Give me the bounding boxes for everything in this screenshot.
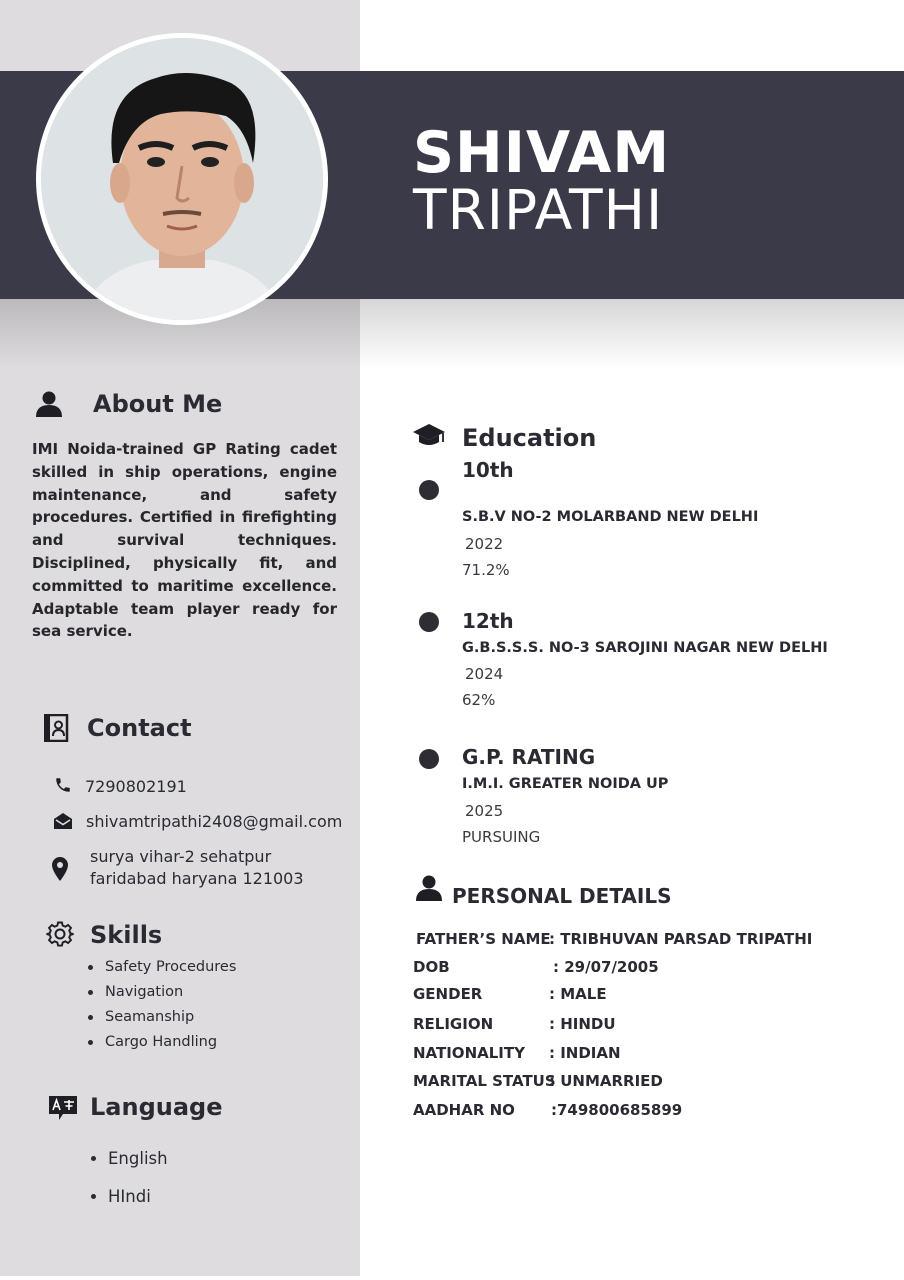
edu-school: S.B.V NO-2 MOLARBAND NEW DELHI — [462, 509, 759, 525]
pd-label-aadhar: AADHAR NO — [413, 1101, 515, 1119]
pd-value-aadhar: :749800685899 — [551, 1101, 683, 1119]
pd-value-dob: : 29/07/2005 — [553, 958, 659, 976]
edu-level: 10th — [462, 458, 514, 482]
envelope-icon — [53, 812, 73, 830]
edu-school: I.M.I. GREATER NOIDA UP — [462, 776, 669, 792]
user-icon — [35, 391, 63, 417]
edu-year: 2022 — [465, 535, 504, 553]
skill-item: Navigation — [85, 980, 236, 1005]
pd-label-gender: GENDER — [413, 985, 483, 1003]
edu-school: G.B.S.S.S. NO-3 SAROJINI NAGAR NEW DELHI — [462, 640, 828, 656]
timeline-dot — [419, 480, 439, 500]
edu-level: 12th — [462, 609, 514, 633]
skills-title: Skills — [90, 921, 163, 949]
pd-label-dob: DOB — [413, 958, 450, 976]
user-icon — [415, 875, 443, 901]
bottom-strip — [0, 1276, 904, 1280]
pd-value-gender: : MALE — [549, 985, 607, 1003]
email-link[interactable]: shivamtripathi2408@gmail.com — [86, 812, 343, 831]
about-text: IMI Noida-trained GP Rating cadet skilled in ship operations, engine maintenance, and safety procedures. Certified in firefighting and survival techniques. Disciplined, physically fit, and committed to maritime excellence. Adaptable team player ready for sea service. — [32, 440, 337, 641]
pd-value-nationality: : INDIAN — [549, 1044, 621, 1062]
edu-year: 2024 — [465, 665, 504, 683]
skill-item: Safety Procedures — [85, 955, 236, 980]
skill-item: Cargo Handling — [85, 1030, 236, 1055]
pd-label-marital: MARITAL STATUS — [413, 1072, 556, 1090]
profile-photo — [36, 33, 328, 325]
pd-value-father: : TRIBHUVAN PARSAD TRIPATHI — [549, 930, 813, 948]
language-list — [88, 1140, 168, 1216]
skills-list — [85, 955, 236, 1055]
pd-label-father: FATHER’S NAME — [416, 930, 551, 948]
pd-label-religion: RELIGION — [413, 1015, 494, 1033]
skill-item: Seamanship — [85, 1005, 236, 1030]
phone-number[interactable]: 7290802191 — [85, 777, 187, 796]
address-line-1: surya vihar-2 sehatpur — [90, 847, 272, 866]
language-item: English — [88, 1140, 168, 1178]
timeline-dot — [419, 612, 439, 632]
timeline-dot — [419, 749, 439, 769]
pd-value-marital: : UNMARRIED — [549, 1072, 663, 1090]
language-item: HIndi — [88, 1178, 168, 1216]
contact-book-icon — [44, 714, 70, 742]
education-title: Education — [462, 424, 597, 452]
first-name: SHIVAM — [413, 120, 671, 186]
personal-details-title: PERSONAL DETAILS — [452, 884, 672, 908]
last-name: TRIPATHI — [413, 178, 664, 242]
pd-label-nationality: NATIONALITY — [413, 1044, 525, 1062]
translate-icon — [47, 1095, 79, 1121]
edu-score: PURSUING — [462, 828, 541, 846]
location-pin-icon — [51, 856, 69, 882]
edu-score: 62% — [462, 691, 496, 709]
edu-year: 2025 — [465, 802, 504, 820]
address-line-2: faridabad haryana 121003 — [90, 869, 304, 888]
language-title: Language — [90, 1093, 223, 1121]
gear-icon — [46, 920, 74, 948]
contact-title: Contact — [87, 714, 192, 742]
graduation-cap-icon — [412, 422, 446, 450]
about-title: About Me — [93, 390, 223, 418]
phone-icon — [54, 776, 72, 794]
edu-score: 71.2% — [462, 561, 510, 579]
pd-value-religion: : HINDU — [549, 1015, 616, 1033]
edu-level: G.P. RATING — [462, 745, 596, 769]
